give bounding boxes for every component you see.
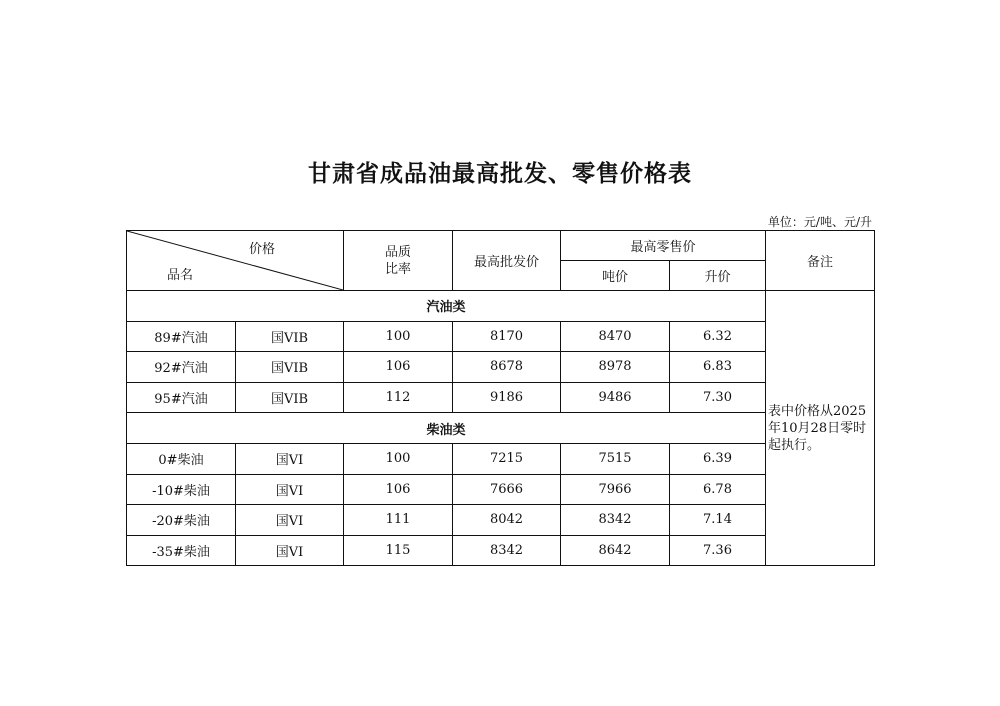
grade-ratio: 100 <box>344 443 453 474</box>
wholesale-price: 8170 <box>453 321 561 352</box>
section-diesel: 柴油类 <box>127 413 766 444</box>
retail-ton-price: 8978 <box>561 352 670 383</box>
wholesale-price: 9186 <box>453 382 561 413</box>
product-name: -20#柴油 <box>127 505 236 536</box>
grade-ratio: 111 <box>344 505 453 536</box>
retail-liter-price: 7.36 <box>670 535 766 566</box>
header-grade-ratio-line1: 品质 <box>384 244 411 260</box>
unit-label: 单位：元/吨、元/升 <box>767 215 872 229</box>
retail-liter-price: 6.39 <box>670 443 766 474</box>
grade-ratio: 106 <box>344 352 453 383</box>
product-name: -35#柴油 <box>127 535 236 566</box>
retail-ton-price: 8470 <box>561 321 670 352</box>
header-grade-ratio-line2: 比率 <box>384 261 411 277</box>
product-standard: 国VIB <box>236 382 344 413</box>
table-row <box>127 352 875 383</box>
wholesale-price: 8342 <box>453 535 561 566</box>
wholesale-price: 8042 <box>453 505 561 536</box>
header-product-name: 品名 <box>167 268 194 283</box>
retail-liter-price: 6.32 <box>670 321 766 352</box>
product-name: 95#汽油 <box>127 382 236 413</box>
product-name: 0#柴油 <box>127 443 236 474</box>
retail-liter-price: 7.30 <box>670 382 766 413</box>
product-name: -10#柴油 <box>127 474 236 505</box>
section-gasoline: 汽油类 <box>127 291 766 322</box>
wholesale-price: 8678 <box>453 352 561 383</box>
remark-note: 表中价格从2025年10月28日零时起执行。 <box>766 291 875 566</box>
product-standard: 国VIB <box>236 352 344 383</box>
grade-ratio: 112 <box>344 382 453 413</box>
table-row <box>127 505 875 536</box>
page-title: 甘肃省成品油最高批发、零售价格表 <box>308 161 692 187</box>
product-standard: 国VI <box>236 474 344 505</box>
product-standard: 国VIB <box>236 321 344 352</box>
product-name: 92#汽油 <box>127 352 236 383</box>
table-row <box>127 474 875 505</box>
wholesale-price: 7666 <box>453 474 561 505</box>
header-grade-ratio <box>344 231 453 291</box>
table-row <box>127 535 875 566</box>
header-per-ton: 吨价 <box>561 261 670 291</box>
retail-liter-price: 6.83 <box>670 352 766 383</box>
retail-liter-price: 6.78 <box>670 474 766 505</box>
wholesale-price: 7215 <box>453 443 561 474</box>
grade-ratio: 100 <box>344 321 453 352</box>
diagonal-line <box>127 231 343 290</box>
product-standard: 国VI <box>236 535 344 566</box>
retail-liter-price: 7.14 <box>670 505 766 536</box>
table-row <box>127 321 875 352</box>
retail-ton-price: 9486 <box>561 382 670 413</box>
header-retail: 最高零售价 <box>561 231 766 261</box>
table-row <box>127 382 875 413</box>
retail-ton-price: 7515 <box>561 443 670 474</box>
price-table <box>126 230 875 566</box>
retail-ton-price: 7966 <box>561 474 670 505</box>
product-standard: 国VI <box>236 443 344 474</box>
product-name: 89#汽油 <box>127 321 236 352</box>
header-remark: 备注 <box>766 231 875 291</box>
header-wholesale: 最高批发价 <box>453 231 561 291</box>
diagonal-header-cell <box>127 231 344 291</box>
header-price: 价格 <box>248 242 275 257</box>
grade-ratio: 115 <box>344 535 453 566</box>
retail-ton-price: 8342 <box>561 505 670 536</box>
header-per-liter: 升价 <box>670 261 766 291</box>
retail-ton-price: 8642 <box>561 535 670 566</box>
table-row <box>127 443 875 474</box>
grade-ratio: 106 <box>344 474 453 505</box>
product-standard: 国VI <box>236 505 344 536</box>
